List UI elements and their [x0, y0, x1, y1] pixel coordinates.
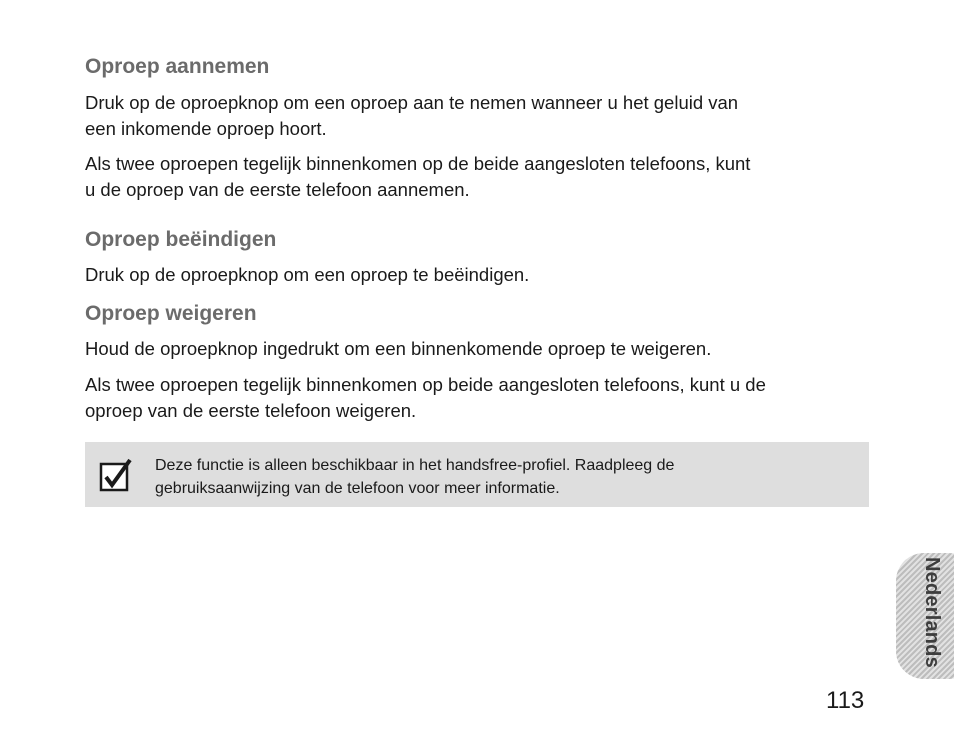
section-heading-end-call: Oproep beëindigen: [85, 228, 277, 251]
reject-call-paragraph-2: Als twee oproepen tegelijk binnenkomen op beide aangesloten telefoons, kunt u de oproep van de eerste telefoon weigeren.: [85, 374, 766, 421]
reject-call-paragraph-1: Houd de oproepknop ingedrukt om een binnenkomende oproep te weigeren.: [85, 338, 712, 359]
section-heading-reject-call: Oproep weigeren: [85, 302, 257, 325]
answer-call-paragraph-2: Als twee oproepen tegelijk binnenkomen op de beide aangesloten telefoons, kunt u de oproep van de eerste telefoon aannemen.: [85, 153, 751, 200]
section-heading-answer-call: Oproep aannemen: [85, 55, 270, 78]
checkbox-checked-icon: [99, 458, 133, 492]
note-box: [85, 442, 869, 507]
language-label: Nederlands: [921, 557, 943, 668]
end-call-paragraph-1: Druk op de oproepknop om een oproep te beëindigen.: [85, 264, 530, 285]
page-number: 113: [826, 687, 865, 714]
language-side-tab: [896, 553, 954, 679]
note-text: Deze functie is alleen beschikbaar in het handsfree-profiel. Raadpleeg de gebruiksaanwijzing van de telefoon voor meer informatie.: [155, 457, 675, 497]
answer-call-paragraph-1: Druk op de oproepknop om een oproep aan te nemen wanneer u het geluid van een inkomende oproep hoort.: [85, 92, 739, 139]
